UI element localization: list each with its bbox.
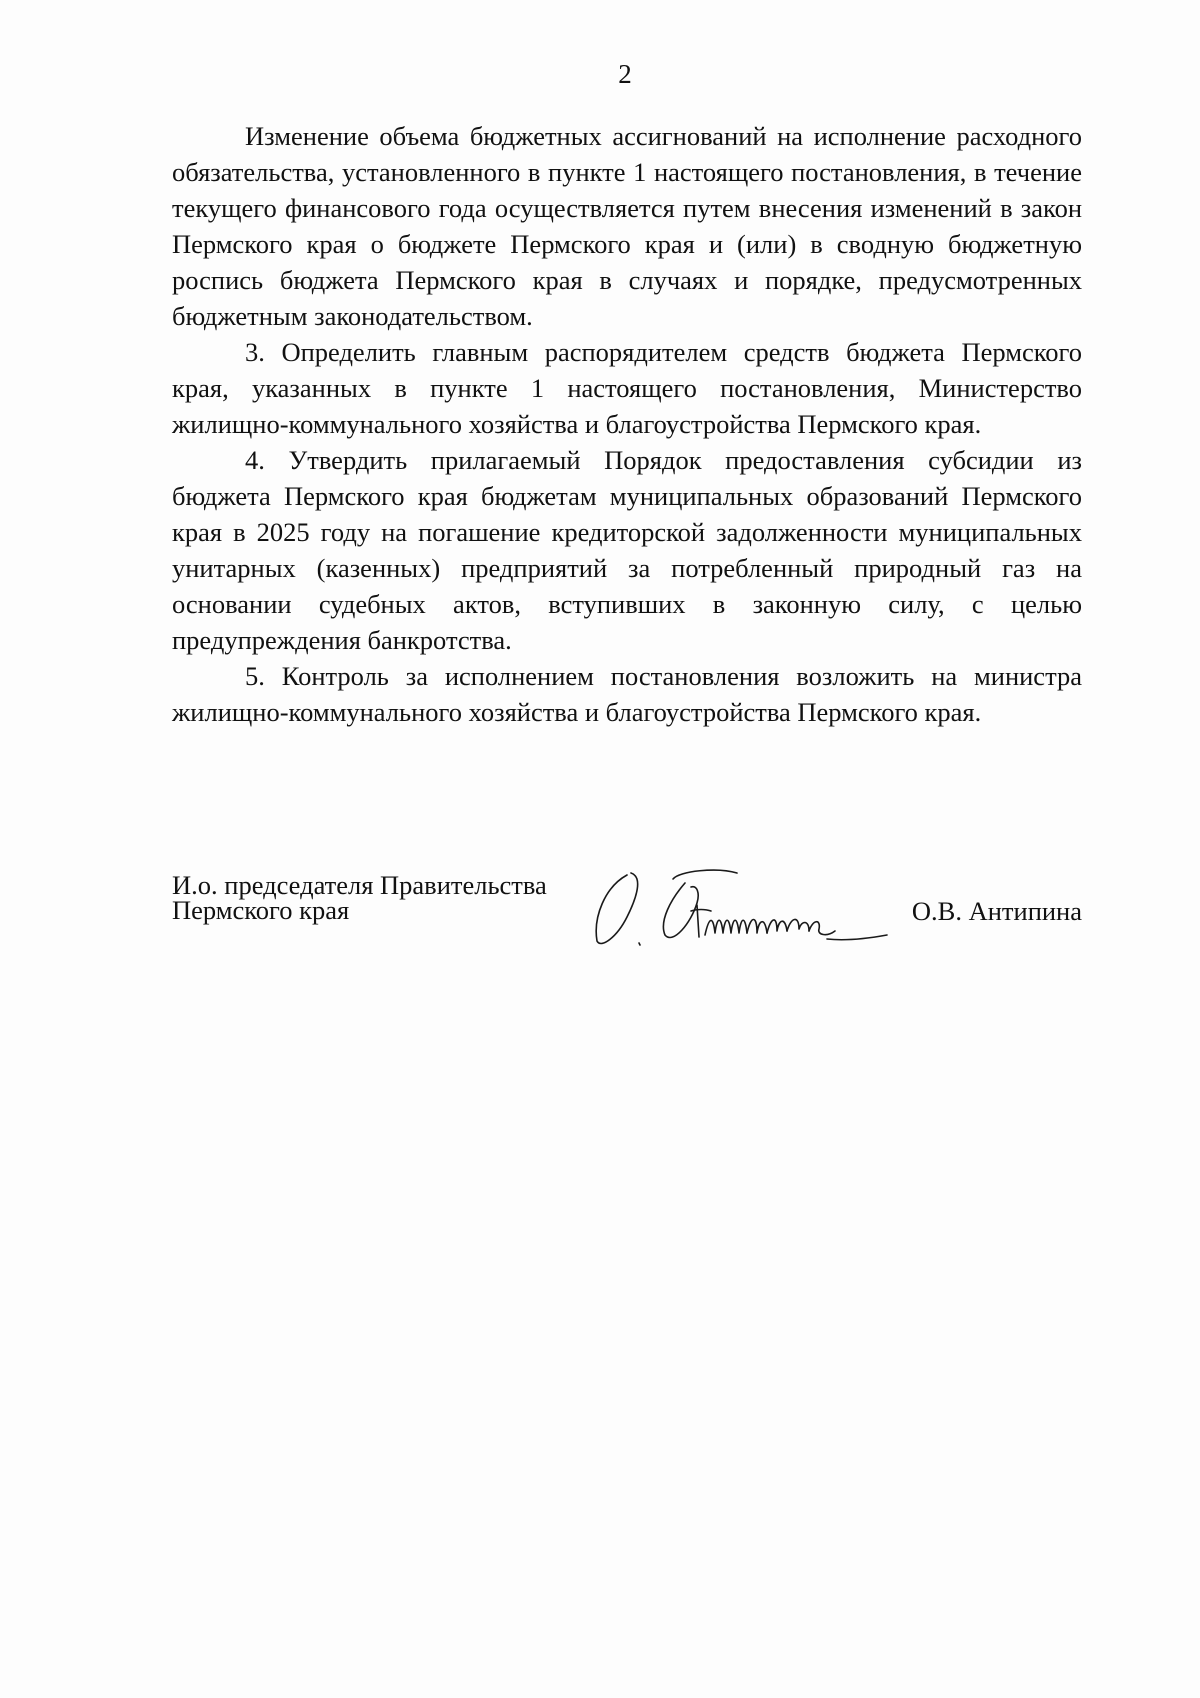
- signatory-title: [172, 870, 547, 925]
- paragraph-item-3: 3. Определить главным распорядителем средств бюджета Пермского края, указанных в пункте 1 настоящего постановления, Министерство жилищно-коммунального хозяйства и благоустройства Пермского края.: [172, 337, 1082, 439]
- signatory-name: О.В. Антипина: [911, 896, 1082, 926]
- document-body: [172, 118, 1082, 730]
- page-number: 2: [618, 59, 632, 89]
- handwritten-signature: [587, 865, 897, 950]
- signatory-title-line2: Пермского края: [172, 895, 350, 925]
- paragraph-item-5: 5. Контроль за исполнением постановления возложить на министра жилищно-коммунального хозяйства и благоустройства Пермского края.: [172, 661, 1082, 727]
- paragraph-budget-changes: Изменение объема бюджетных ассигнований на исполнение расходного обязательства, установленного в пункте 1 настоящего постановления, в течение текущего финансового года осуществляется путем внесения изменений в закон Пермского края о бюджете Пермского края и (или) в сводную бюджетную роспись бюджета Пермского края в случаях и порядке, предусмотренных бюджетным законодательством.: [172, 121, 1082, 331]
- signature-block: [172, 870, 1082, 943]
- paragraph-item-4: 4. Утвердить прилагаемый Порядок предоставления субсидии из бюджета Пермского края бюджетам муниципальных образований Пермского края в 2025 году на погашение кредиторской задолженности муниципальных унитарных (казенных) предприятий за потребленный природный газ на основании судебных актов, вступивших в законную силу, с целью предупреждения банкротства.: [172, 445, 1082, 655]
- signatory-title-line1: И.о. председателя Правительства: [172, 870, 547, 900]
